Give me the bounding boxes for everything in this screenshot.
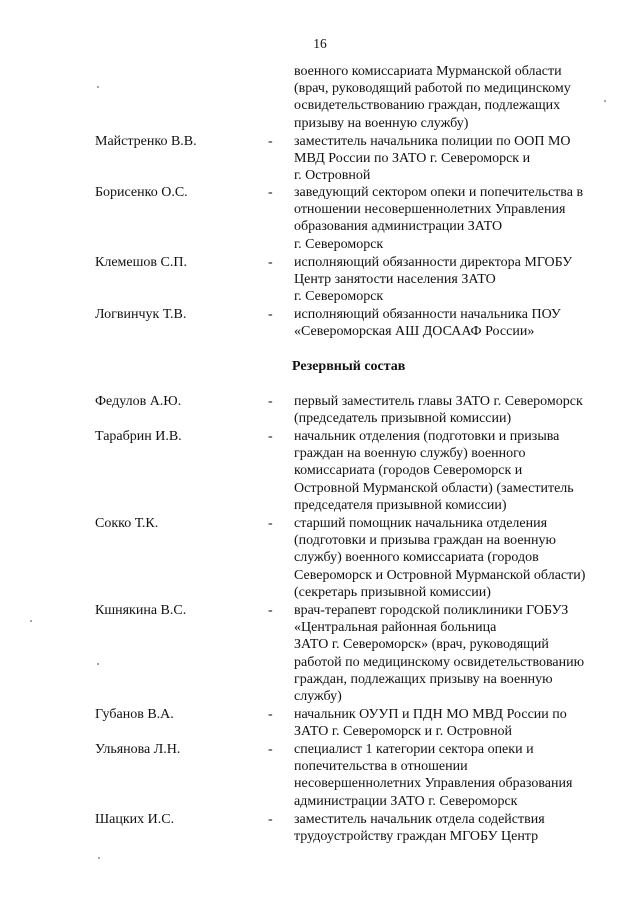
description-line: граждан на военную службу) военного [294, 446, 526, 462]
description-line: первый заместитель главы ЗАТО г. Североморск [294, 394, 583, 409]
member-position [294, 306, 624, 340]
description-line: освидетельствованию граждан, подлежащих [294, 98, 561, 114]
description-line: заместитель начальника полиции по ООП МО [294, 134, 571, 149]
member-name: Губанов В.А. [95, 707, 174, 722]
member-position [294, 133, 624, 185]
member-position [294, 602, 624, 705]
description-line: (врач, руководящий работой по медицинскому [294, 81, 571, 97]
description-line: ЗАТО г. Североморск» (врач, руководящий [294, 637, 549, 653]
member-position [294, 741, 624, 810]
reserve-section-heading: Резервный состав [292, 359, 406, 374]
member-name: Клемешов С.П. [95, 255, 187, 270]
description-line: трудоустройству граждан МГОБУ Центр [294, 829, 539, 845]
member-name: Логвинчук Т.В. [95, 307, 187, 322]
dash-separator: - [268, 255, 273, 270]
description-line: заместитель начальник отдела содействия [294, 812, 545, 827]
description-line: исполняющий обязанности директора МГОБУ [294, 255, 573, 270]
description-line: председателя призывной комиссии) [294, 497, 507, 513]
description-line: начальник отделения (подготовки и призыва [294, 429, 560, 444]
description-line: работой по медицинскому освидетельствованию [294, 654, 585, 670]
member-name: Борисенко О.С. [95, 185, 188, 200]
member-position [294, 811, 624, 845]
description-line: службу) военного комиссариата (городов [294, 550, 539, 566]
page-number: 16 [313, 36, 327, 51]
member-name: Кшнякина В.С. [95, 603, 187, 618]
member-name: Тарабрин И.В. [95, 429, 182, 444]
description-line: «Североморская АШ ДОСААФ России» [294, 324, 535, 340]
dash-separator: - [268, 307, 273, 322]
description-line: (подготовки и призыва граждан на военную [294, 533, 556, 549]
description-line: старший помощник начальника отделения [294, 516, 548, 531]
dash-separator: - [268, 429, 273, 444]
member-position [294, 393, 624, 427]
description-line: г. Североморск [294, 236, 384, 252]
dash-separator: - [268, 185, 273, 200]
description-line: попечительства в отношении [294, 759, 468, 775]
member-name: Майстренко В.В. [95, 134, 197, 149]
scan-speck [97, 663, 99, 665]
description-line: несовершеннолетних Управления образования [294, 776, 573, 792]
scan-speck [98, 857, 100, 859]
dash-separator: - [268, 742, 273, 757]
scan-speck [30, 620, 32, 622]
continuation-description [294, 63, 624, 132]
dash-separator: - [268, 516, 273, 531]
description-line: администрации ЗАТО г. Североморск [294, 793, 518, 809]
description-line: «Центральная районная больница [294, 620, 497, 636]
description-line: специалист 1 категории сектора опеки и [294, 742, 534, 757]
description-line: (секретарь призывной комиссии) [294, 584, 491, 600]
dash-separator: - [268, 394, 273, 409]
member-position [294, 515, 624, 601]
description-line: врач-терапевт городской поликлиники ГОБУЗ [294, 603, 569, 618]
description-line: заведующий сектором опеки и попечительства в [294, 185, 584, 200]
dash-separator: - [268, 134, 273, 149]
member-name: Ульянова Л.Н. [95, 742, 181, 757]
description-line: военного комиссариата Мурманской области [294, 64, 562, 79]
description-line: г. Островной [294, 168, 371, 184]
description-line: отношении несовершеннолетних Управления [294, 202, 566, 218]
member-position [294, 254, 624, 306]
description-line: граждан, подлежащих призыву на военную [294, 671, 553, 687]
description-line: исполняющий обязанности начальника ПОУ [294, 307, 561, 322]
description-line: ЗАТО г. Североморск и г. Островной [294, 724, 512, 740]
member-name: Сокко Т.К. [95, 516, 159, 531]
description-line: Центр занятости населения ЗАТО [294, 272, 496, 288]
description-line: службу) [294, 689, 342, 705]
description-line: начальник ОУУП и ПДН МО МВД России по [294, 707, 567, 722]
description-line: г. Североморск [294, 289, 384, 305]
member-name: Шацких И.С. [95, 812, 175, 827]
description-line: призыву на военную службу) [294, 115, 469, 131]
scan-speck [97, 86, 99, 88]
description-line: комиссариата (городов Североморск и [294, 463, 523, 479]
member-position [294, 428, 624, 514]
dash-separator: - [268, 603, 273, 618]
description-line: МВД России по ЗАТО г. Североморск и [294, 151, 531, 167]
description-line: (председатель призывной комиссии) [294, 411, 512, 427]
dash-separator: - [268, 812, 273, 827]
member-name: Федулов А.Ю. [95, 394, 182, 409]
description-line: Североморск и Островной Мурманской области) [294, 567, 586, 583]
dash-separator: - [268, 707, 273, 722]
description-line: образования администрации ЗАТО [294, 219, 503, 235]
scan-speck [604, 100, 606, 102]
member-position [294, 706, 624, 740]
member-position [294, 184, 624, 253]
description-line: Островной Мурманской области) (заместитель [294, 480, 574, 496]
